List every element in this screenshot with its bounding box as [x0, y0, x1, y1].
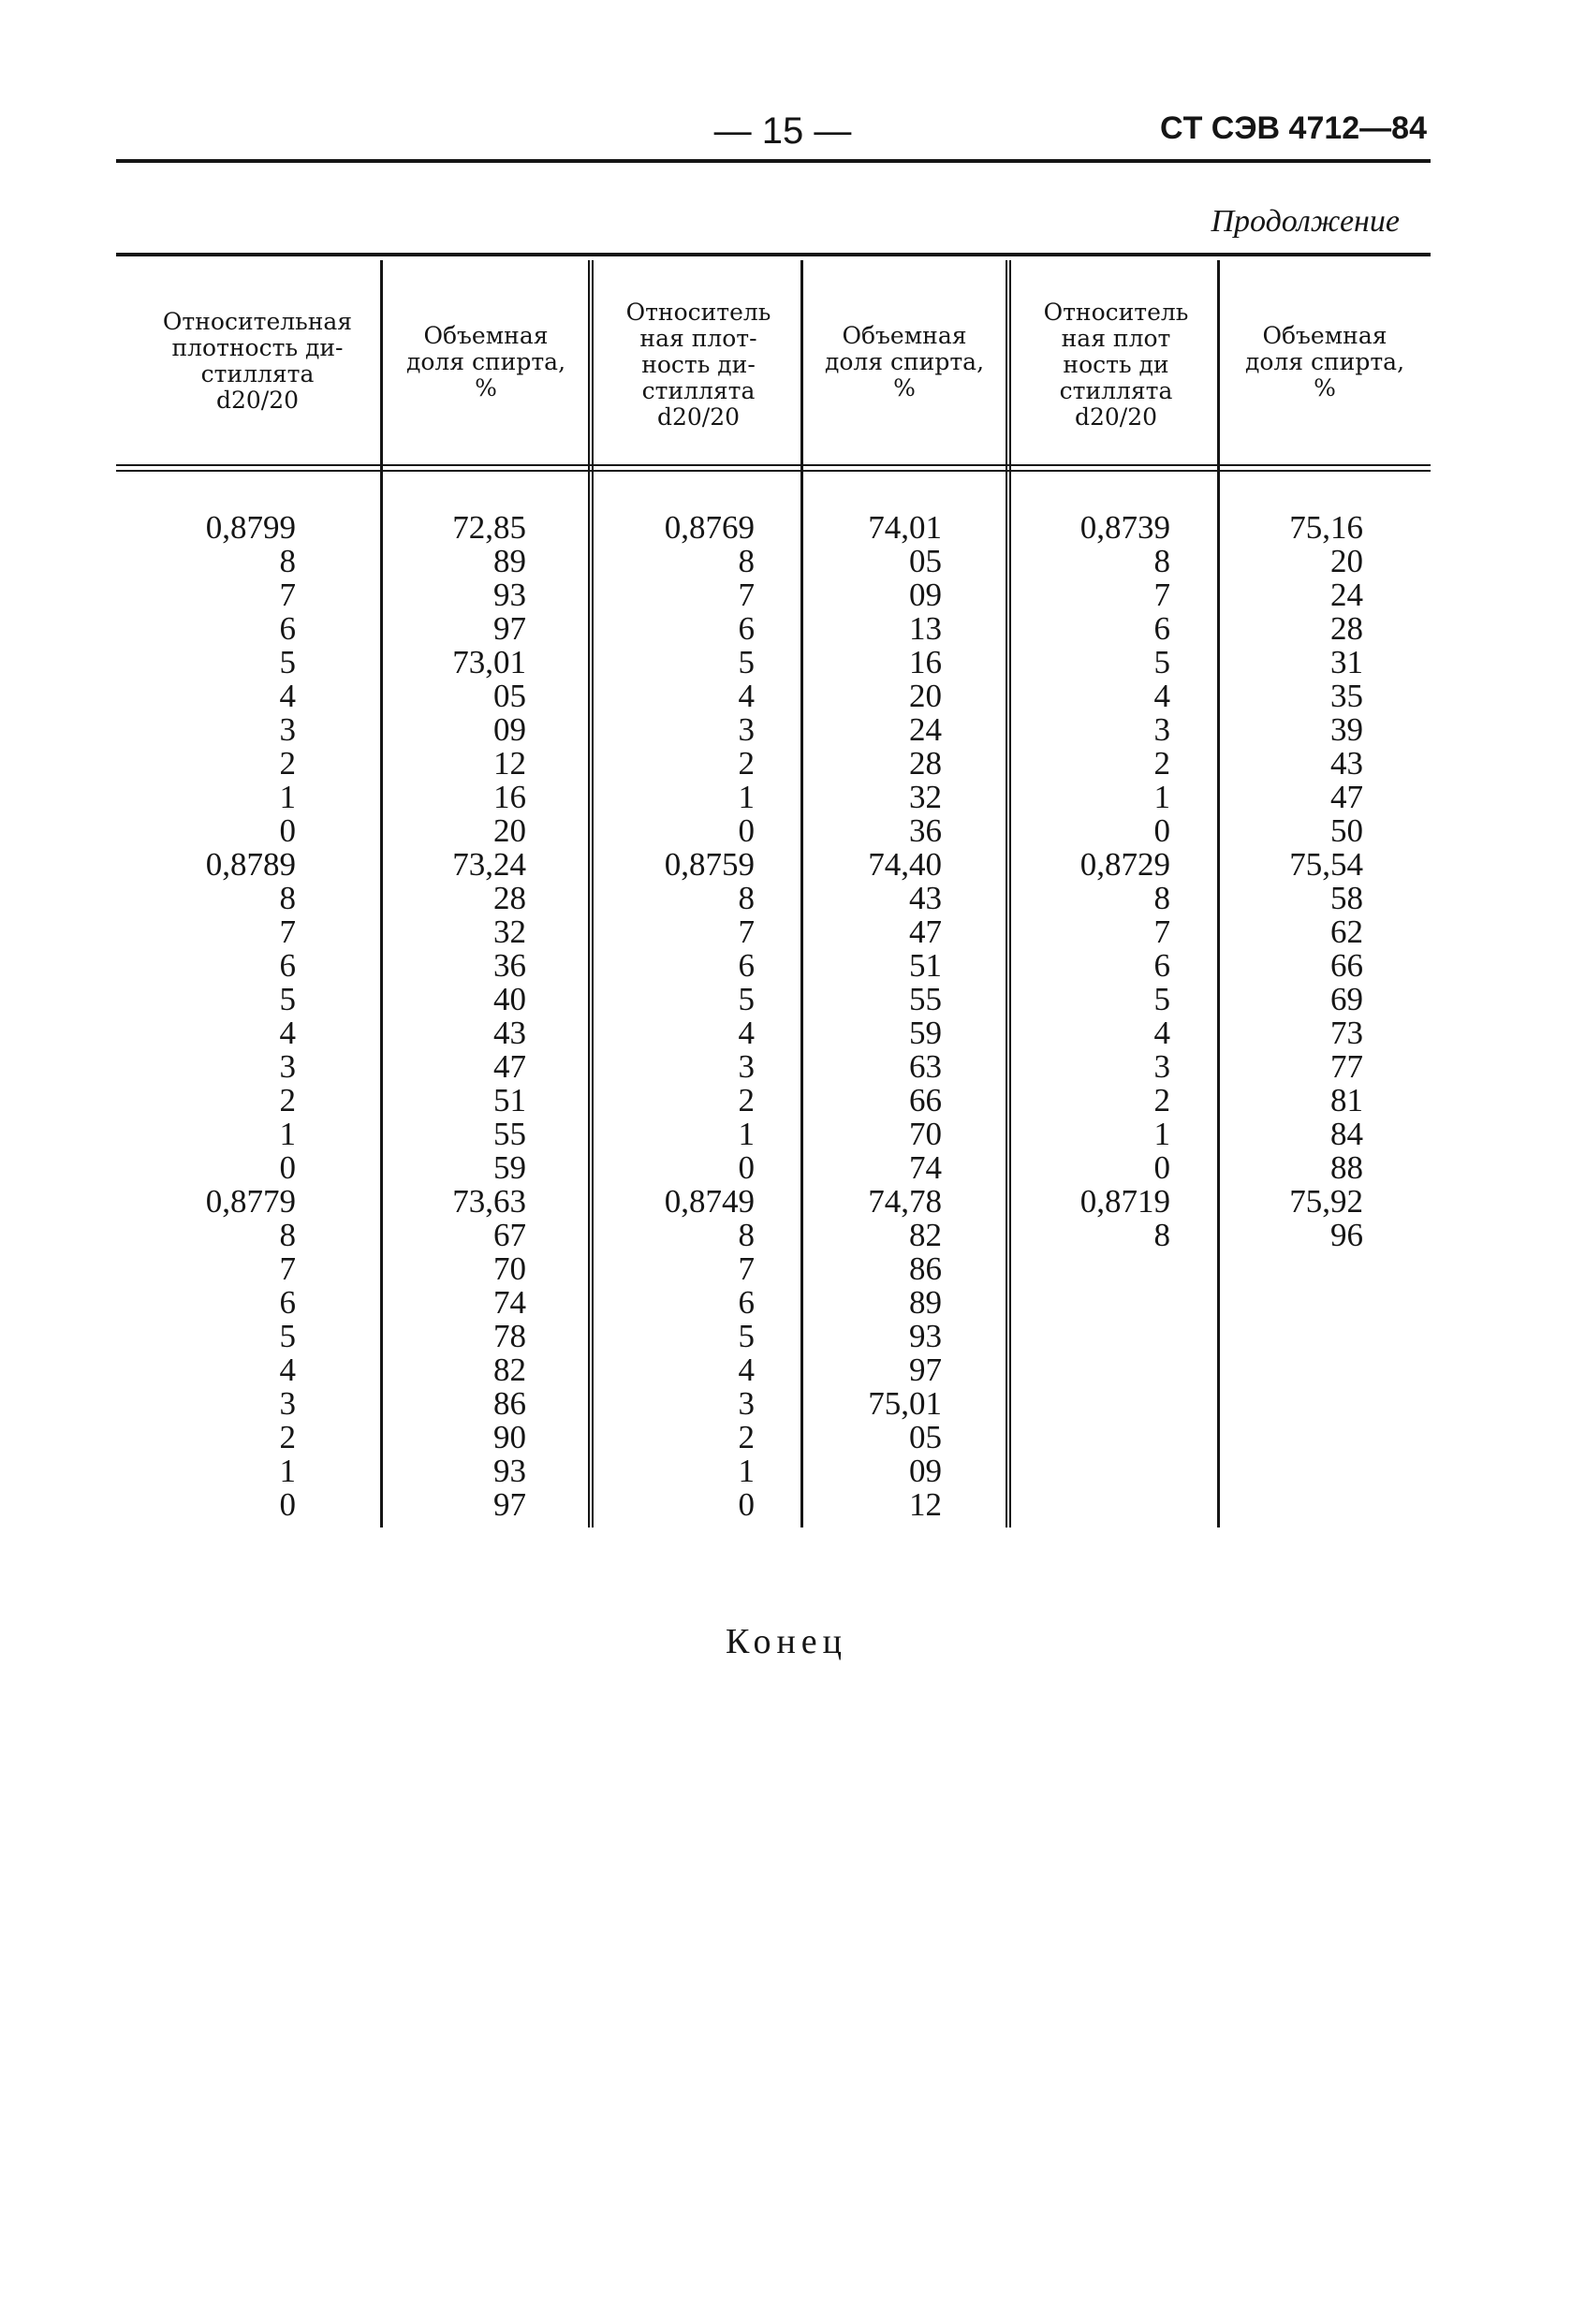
table-cell: 3 [1153, 711, 1170, 748]
table-cell: 4 [738, 1352, 755, 1388]
table-cell: 16 [909, 644, 942, 680]
table-cell: 5 [279, 981, 296, 1017]
table-cell: 1 [279, 1116, 296, 1152]
table-cell: 5 [738, 644, 755, 680]
table-cell: 69 [1330, 981, 1363, 1017]
table-cell: 74 [493, 1284, 526, 1321]
table-cell: 55 [493, 1116, 526, 1152]
table-cell: 59 [909, 1015, 942, 1051]
table-cell: 32 [493, 914, 526, 950]
table-cell: 7 [279, 914, 296, 950]
table-cell: 66 [1330, 947, 1363, 984]
table-cell: 6 [279, 610, 296, 647]
table-cell: 8 [1153, 880, 1170, 916]
density-column-1 [140, 511, 296, 1522]
table-cell: 47 [1330, 779, 1363, 815]
table-cell: 39 [1330, 711, 1363, 748]
table-cell: 47 [493, 1048, 526, 1085]
table-cell: 13 [909, 610, 942, 647]
table-cell: 3 [738, 711, 755, 748]
table-cell: 5 [1153, 981, 1170, 1017]
table-cell: 73 [1330, 1015, 1363, 1051]
table-cell: 62 [1330, 914, 1363, 950]
table-cell: 8 [738, 1217, 755, 1253]
table-cell: 8 [738, 543, 755, 579]
table-cell: 93 [493, 1453, 526, 1489]
table-cell: 84 [1330, 1116, 1363, 1152]
table-cell: 0,8729 [1079, 846, 1170, 883]
continuation-label: Продолжение [1211, 204, 1400, 239]
table-cell: 3 [1153, 1048, 1170, 1085]
table-cell: 4 [279, 1015, 296, 1051]
table-cell: 82 [493, 1352, 526, 1388]
table-cell: 93 [909, 1318, 942, 1354]
table-cell: 7 [279, 1250, 296, 1287]
table-cell: 3 [738, 1385, 755, 1422]
alcohol-column-2 [805, 511, 942, 1522]
table-cell: 50 [1330, 812, 1363, 849]
alcohol-column-3 [1223, 511, 1363, 1252]
table-cell: 88 [1330, 1149, 1363, 1186]
table-cell: 1 [738, 1116, 755, 1152]
table-cell: 5 [1153, 644, 1170, 680]
table-cell: 0,8759 [664, 846, 755, 883]
table-cell: 8 [279, 1217, 296, 1253]
table-cell: 77 [1330, 1048, 1363, 1085]
table-cell: 5 [738, 1318, 755, 1354]
table-cell: 20 [909, 678, 942, 714]
table-cell: 96 [1330, 1217, 1363, 1253]
table-cell: 3 [279, 1385, 296, 1422]
table-header-rule-2 [116, 470, 1431, 472]
table-cell: 2 [279, 1419, 296, 1455]
table-cell: 8 [1153, 1217, 1170, 1253]
table-cell: 36 [909, 812, 942, 849]
column-divider [380, 260, 383, 1527]
table-cell: 7 [738, 577, 755, 613]
table-cell: 8 [738, 880, 755, 916]
table-cell: 75,01 [868, 1385, 942, 1422]
table-header-rule-1 [116, 464, 1431, 466]
table-cell: 24 [1330, 577, 1363, 613]
header-rule [116, 159, 1431, 163]
table-cell: 0 [279, 812, 296, 849]
table-cell: 70 [909, 1116, 942, 1152]
table-cell: 32 [909, 779, 942, 815]
table-cell: 0,8799 [205, 509, 296, 546]
table-cell: 67 [493, 1217, 526, 1253]
table-cell: 47 [909, 914, 942, 950]
table-cell: 31 [1330, 644, 1363, 680]
table-cell: 6 [1153, 947, 1170, 984]
table-cell: 6 [738, 1284, 755, 1321]
table-cell: 7 [1153, 914, 1170, 950]
table-cell: 0 [279, 1486, 296, 1523]
table-cell: 1 [738, 779, 755, 815]
table-cell: 74,01 [868, 509, 942, 546]
table-cell: 6 [279, 1284, 296, 1321]
table-cell: 43 [1330, 745, 1363, 782]
table-cell: 1 [279, 779, 296, 815]
table-cell: 28 [1330, 610, 1363, 647]
header-alcohol-3: Объемная доля спирта, % [1244, 322, 1405, 402]
table-cell: 3 [279, 1048, 296, 1085]
table-cell: 3 [279, 711, 296, 748]
table-cell: 78 [493, 1318, 526, 1354]
table-cell: 86 [493, 1385, 526, 1422]
table-cell: 0,8749 [664, 1183, 755, 1220]
alcohol-column-1 [393, 511, 526, 1522]
table-cell: 93 [493, 577, 526, 613]
table-cell: 89 [493, 543, 526, 579]
table-cell: 75,16 [1289, 509, 1363, 546]
table-cell: 2 [738, 1419, 755, 1455]
table-cell: 0 [738, 1149, 755, 1186]
table-cell: 86 [909, 1250, 942, 1287]
header-density-3: Относитель ная плот ность ди стиллята d20/20 [1043, 299, 1189, 431]
table-cell: 0 [1153, 812, 1170, 849]
table-cell: 05 [909, 1419, 942, 1455]
table-cell: 1 [1153, 779, 1170, 815]
table-cell: 70 [493, 1250, 526, 1287]
table-cell: 72,85 [452, 509, 526, 546]
table-cell: 55 [909, 981, 942, 1017]
table-cell: 0 [1153, 1149, 1170, 1186]
table-cell: 6 [1153, 610, 1170, 647]
table-cell: 5 [279, 1318, 296, 1354]
table-cell: 2 [279, 745, 296, 782]
table-cell: 74 [909, 1149, 942, 1186]
table-cell: 3 [738, 1048, 755, 1085]
header-alcohol-1: Объемная доля спирта, % [405, 322, 566, 402]
page-number: — 15 — [713, 110, 852, 152]
column-divider [1217, 260, 1220, 1527]
table-cell: 75,54 [1289, 846, 1363, 883]
table-cell: 5 [279, 644, 296, 680]
table-cell: 09 [909, 577, 942, 613]
table-cell: 0 [738, 812, 755, 849]
table-cell: 43 [909, 880, 942, 916]
table-cell: 0 [738, 1486, 755, 1523]
table-cell: 7 [1153, 577, 1170, 613]
header-density-1: Относительная плотность ди- стиллята d20/20 [162, 308, 353, 414]
density-column-2 [590, 511, 755, 1522]
column-divider [800, 260, 803, 1527]
table-cell: 28 [909, 745, 942, 782]
table-cell: 97 [909, 1352, 942, 1388]
table-cell: 20 [493, 812, 526, 849]
table-cell: 51 [909, 947, 942, 984]
table-cell: 89 [909, 1284, 942, 1321]
header-density-2: Относитель ная плот- ность ди- стиллята d20/20 [625, 299, 771, 431]
table-cell: 1 [738, 1453, 755, 1489]
table-cell: 0,8789 [205, 846, 296, 883]
table-cell: 63 [909, 1048, 942, 1085]
table-cell: 2 [738, 1082, 755, 1118]
table-cell: 2 [738, 745, 755, 782]
table-cell: 24 [909, 711, 942, 748]
table-cell: 2 [279, 1082, 296, 1118]
header-alcohol-2: Объемная доля спирта, % [824, 322, 985, 402]
table-cell: 12 [909, 1486, 942, 1523]
table-cell: 8 [1153, 543, 1170, 579]
table-cell: 43 [493, 1015, 526, 1051]
table-cell: 4 [279, 1352, 296, 1388]
table-cell: 4 [1153, 1015, 1170, 1051]
table-cell: 73,63 [452, 1183, 526, 1220]
table-cell: 90 [493, 1419, 526, 1455]
table-cell: 5 [738, 981, 755, 1017]
density-column-3 [1009, 511, 1170, 1252]
table-cell: 97 [493, 610, 526, 647]
table-cell: 73,01 [452, 644, 526, 680]
table-cell: 51 [493, 1082, 526, 1118]
table-cell: 1 [1153, 1116, 1170, 1152]
table-cell: 73,24 [452, 846, 526, 883]
table-cell: 0,8739 [1079, 509, 1170, 546]
table-cell: 1 [279, 1453, 296, 1489]
table-cell: 36 [493, 947, 526, 984]
table-cell: 66 [909, 1082, 942, 1118]
table-cell: 0,8769 [664, 509, 755, 546]
table-cell: 4 [1153, 678, 1170, 714]
table-cell: 6 [279, 947, 296, 984]
table-cell: 09 [493, 711, 526, 748]
table-cell: 20 [1330, 543, 1363, 579]
table-cell: 81 [1330, 1082, 1363, 1118]
table-cell: 09 [909, 1453, 942, 1489]
table-cell: 35 [1330, 678, 1363, 714]
table-cell: 28 [493, 880, 526, 916]
table-cell: 97 [493, 1486, 526, 1523]
standard-designation: CT CЭB 4712—84 [1160, 110, 1427, 146]
end-label: Конец [726, 1622, 847, 1661]
table-cell: 40 [493, 981, 526, 1017]
table-cell: 75,92 [1289, 1183, 1363, 1220]
table-cell: 74,78 [868, 1183, 942, 1220]
table-cell: 0,8719 [1079, 1183, 1170, 1220]
table-cell: 7 [738, 914, 755, 950]
table-cell: 8 [279, 880, 296, 916]
table-cell: 0 [279, 1149, 296, 1186]
table-cell: 82 [909, 1217, 942, 1253]
table-cell: 16 [493, 779, 526, 815]
table-cell: 0,8779 [205, 1183, 296, 1220]
table-cell: 12 [493, 745, 526, 782]
table-cell: 05 [909, 543, 942, 579]
table-cell: 2 [1153, 1082, 1170, 1118]
table-cell: 74,40 [868, 846, 942, 883]
table-cell: 2 [1153, 745, 1170, 782]
table-top-rule [116, 253, 1431, 256]
table-cell: 7 [738, 1250, 755, 1287]
table-cell: 6 [738, 947, 755, 984]
table-cell: 05 [493, 678, 526, 714]
table-cell: 7 [279, 577, 296, 613]
table-cell: 6 [738, 610, 755, 647]
table-cell: 4 [738, 678, 755, 714]
table-cell: 8 [279, 543, 296, 579]
table-cell: 4 [738, 1015, 755, 1051]
table-cell: 4 [279, 678, 296, 714]
table-cell: 58 [1330, 880, 1363, 916]
table-cell: 59 [493, 1149, 526, 1186]
